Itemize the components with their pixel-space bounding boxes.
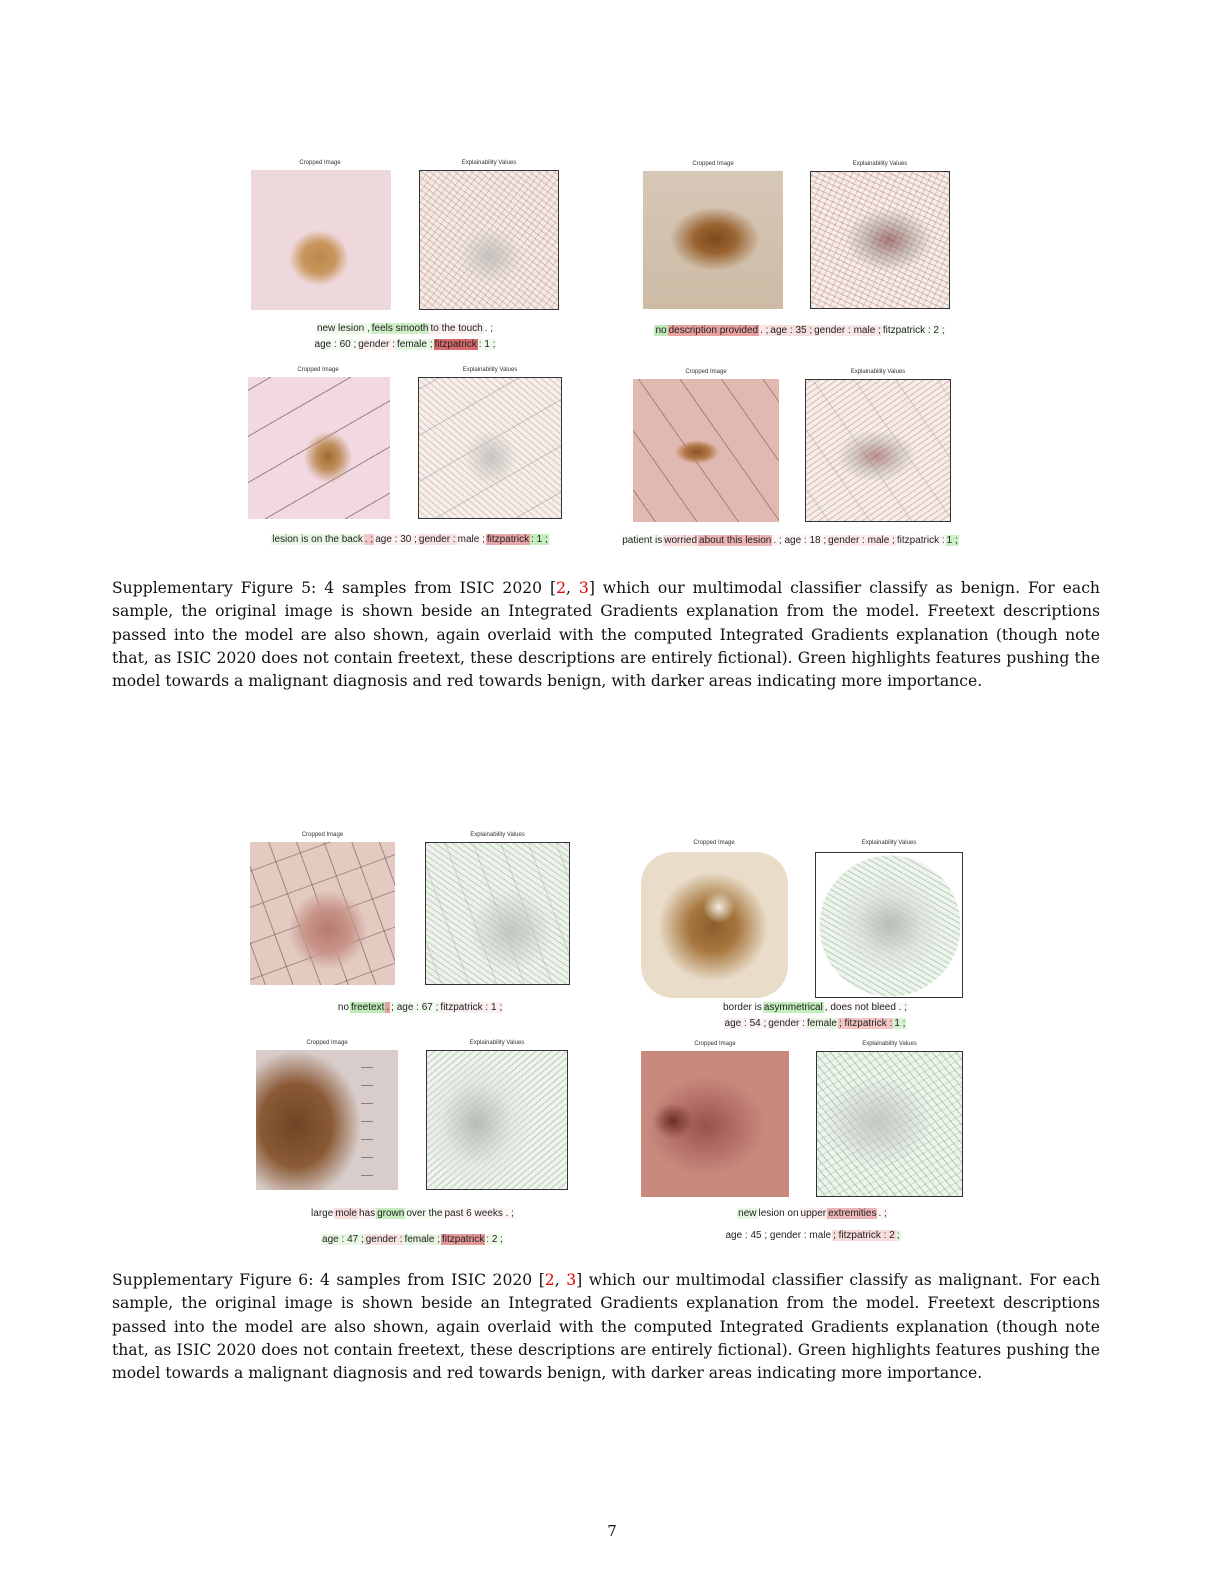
caption-separator: , [566,579,579,597]
token-highlight: over the [406,1208,443,1219]
token-highlight: border is [722,1002,762,1013]
cropped-image-title: Cropped Image [297,367,339,373]
explainability-title: Explainability Values [470,832,525,838]
token-highlight: lesion on [758,1208,799,1219]
token-highlight: : 1 ; [531,534,548,545]
token-highlight: worried [664,535,698,546]
token-highlight: gender : male ; [828,535,895,546]
token-line [640,1000,990,1016]
token-highlight: no [337,1002,350,1013]
token-line [640,1203,985,1225]
token-line [600,533,980,549]
citation-link[interactable]: 3 [578,579,589,597]
token-highlight: gender : [365,1234,403,1245]
citation-link[interactable]: 2 [556,579,567,597]
token-highlight: ; fitzpatrick : [838,1018,893,1029]
token-attribution-text [640,1203,985,1247]
token-highlight: age : 47 ; [322,1234,364,1245]
explainability-map [805,379,951,522]
token-highlight: mole [335,1208,357,1219]
token-highlight: age : 60 ; [314,339,357,350]
token-highlight: gender : [418,534,456,545]
cropped-image [633,379,779,522]
token-highlight: female ; [396,339,433,350]
token-attribution-text [600,533,980,549]
token-attribution-text [240,532,580,548]
citation-link[interactable]: 2 [544,1271,555,1289]
token-line [240,1227,585,1253]
token-highlight: upper [800,1208,827,1219]
token-attribution-text [640,1000,990,1032]
cropped-image [248,377,390,519]
token-highlight: . ; [878,1208,887,1219]
token-highlight: fitzpatrick : 2 ; [882,325,945,336]
token-attribution-text [600,323,1000,339]
token-line [250,1000,590,1016]
token-attribution-text [240,1201,585,1253]
token-highlight: ; fitzpatrick : 2 [833,1230,895,1241]
token-highlight: female [806,1018,837,1029]
token-highlight: , does not bleed . ; [824,1002,908,1013]
token-highlight: age : 30 ; [375,534,417,545]
explainability-map [419,170,559,310]
token-highlight: age : 35 ; [770,325,813,336]
token-line [250,321,560,337]
token-highlight: fitzpatrick : 1 ; [440,1002,503,1013]
explainability-map [815,852,963,998]
token-highlight: patient is [622,535,663,546]
cropped-image-title: Cropped Image [692,161,734,167]
explainability-title: Explainability Values [861,840,917,846]
token-attribution-text [250,1000,590,1016]
token-line [640,1225,985,1247]
token-highlight: grown [377,1208,405,1219]
token-highlight: past 6 weeks . ; [444,1208,514,1219]
token-line [240,532,580,548]
token-highlight: asymmetrical [763,1002,823,1013]
cropped-image-title: Cropped Image [693,840,735,846]
token-highlight: no [655,325,667,336]
token-highlight: extremities [828,1208,877,1219]
token-line [240,1201,585,1227]
token-highlight: . ; age : 18 ; [773,535,827,546]
token-highlight: fitzpatrick [442,1234,485,1245]
token-highlight: gender : [768,1018,805,1029]
token-highlight: gender : [358,339,395,350]
token-line [600,323,1000,339]
cropped-image [641,1051,789,1197]
cropped-image-title: Cropped Image [299,160,341,166]
caption-text: ] which our multimodal classifier classify as benign. For each sample, the original image is shown beside an Integrated Gradients explanation from the model. Freetext descriptions passed into the model are also shown, again overlaid with the computed Integrated Gradients explanation (though note that, as ISIC 2020 does not contain freetext, these descriptions are entirely fictional). Green highlights features pushing the model towards a malignant diagnosis and red towards benign, with darker areas indicating more importance. [112,579,1100,691]
token-highlight: male ; [457,534,485,545]
caption-separator: , [554,1271,567,1289]
token-highlight: age : 45 ; gender : male [725,1230,832,1241]
token-line [250,337,560,353]
token-highlight: large [311,1208,334,1219]
token-highlight: : 1 ; [478,339,496,350]
token-highlight: ; [896,1230,900,1241]
cropped-image [643,171,783,309]
token-line [640,1016,990,1032]
token-highlight: fitzpatrick [434,339,477,350]
explainability-title: Explainability Values [850,369,906,375]
explainability-title: Explainability Values [852,161,908,167]
explainability-map [426,1050,568,1190]
caption-text: ] which our multimodal classifier classify as malignant. For each sample, the original image is shown beside an Integrated Gradients explanation from the model. Freetext descriptions passed into the model are also shown, again overlaid with the computed Integrated Gradients explanation (though note that, as ISIC 2020 does not contain freetext, these descriptions are entirely fictional). Green highlights features pushing the model towards a malignant diagnosis and red towards benign, with darker areas indicating more importance. [112,1271,1100,1383]
cropped-image-title: Cropped Image [694,1041,736,1047]
cropped-image-title: Cropped Image [685,369,727,375]
cropped-image-title: Cropped Image [301,832,344,838]
figure-6-caption [112,1269,1100,1385]
cropped-image [251,170,391,310]
explainability-title: Explainability Values [461,160,517,166]
token-highlight: . ; [760,325,769,336]
token-highlight: . ; [364,534,374,545]
explainability-title: Explainability Values [862,1041,917,1047]
cropped-image [250,842,395,985]
cropped-image [641,852,788,998]
token-highlight: new [738,1208,757,1219]
token-highlight: lesion is on the back [272,534,363,545]
explainability-map [418,377,562,519]
token-highlight: age : 54 ; [724,1018,767,1029]
explainability-map [425,842,570,985]
token-highlight: new lesion , [316,323,370,334]
explainability-title: Explainability Values [462,367,518,373]
cropped-image [256,1050,398,1190]
token-highlight: . ; [484,323,494,334]
caption-text: Supplementary Figure 5: 4 samples from ISIC 2020 [ [112,579,557,597]
token-highlight: has [358,1208,376,1219]
caption-text: Supplementary Figure 6: 4 samples from ISIC 2020 [ [112,1271,545,1289]
token-highlight: freetext [351,1002,385,1013]
token-highlight: fitzpatrick [486,534,530,545]
token-highlight: gender : male ; [814,325,881,336]
explainability-map [816,1051,963,1197]
token-highlight: feels smooth [371,323,429,334]
cropped-image-title: Cropped Image [306,1040,348,1046]
token-highlight: . [386,1002,390,1013]
token-highlight: fitzpatrick : [896,535,945,546]
token-highlight: description provided [668,325,759,336]
token-highlight: female ; [404,1234,441,1245]
token-highlight: to the touch [430,323,483,334]
token-highlight: about this lesion [699,535,772,546]
token-attribution-text [250,321,560,353]
token-highlight: : 2 ; [486,1234,503,1245]
token-highlight: 1 ; [946,535,958,546]
explainability-map [810,171,950,309]
token-highlight: ; age : 67 ; [391,1002,439,1013]
token-highlight: 1 ; [894,1018,906,1029]
citation-link[interactable]: 3 [566,1271,577,1289]
page-number: 7 [607,1522,617,1540]
explainability-title: Explainability Values [469,1040,525,1046]
figure-5-caption [112,577,1100,693]
